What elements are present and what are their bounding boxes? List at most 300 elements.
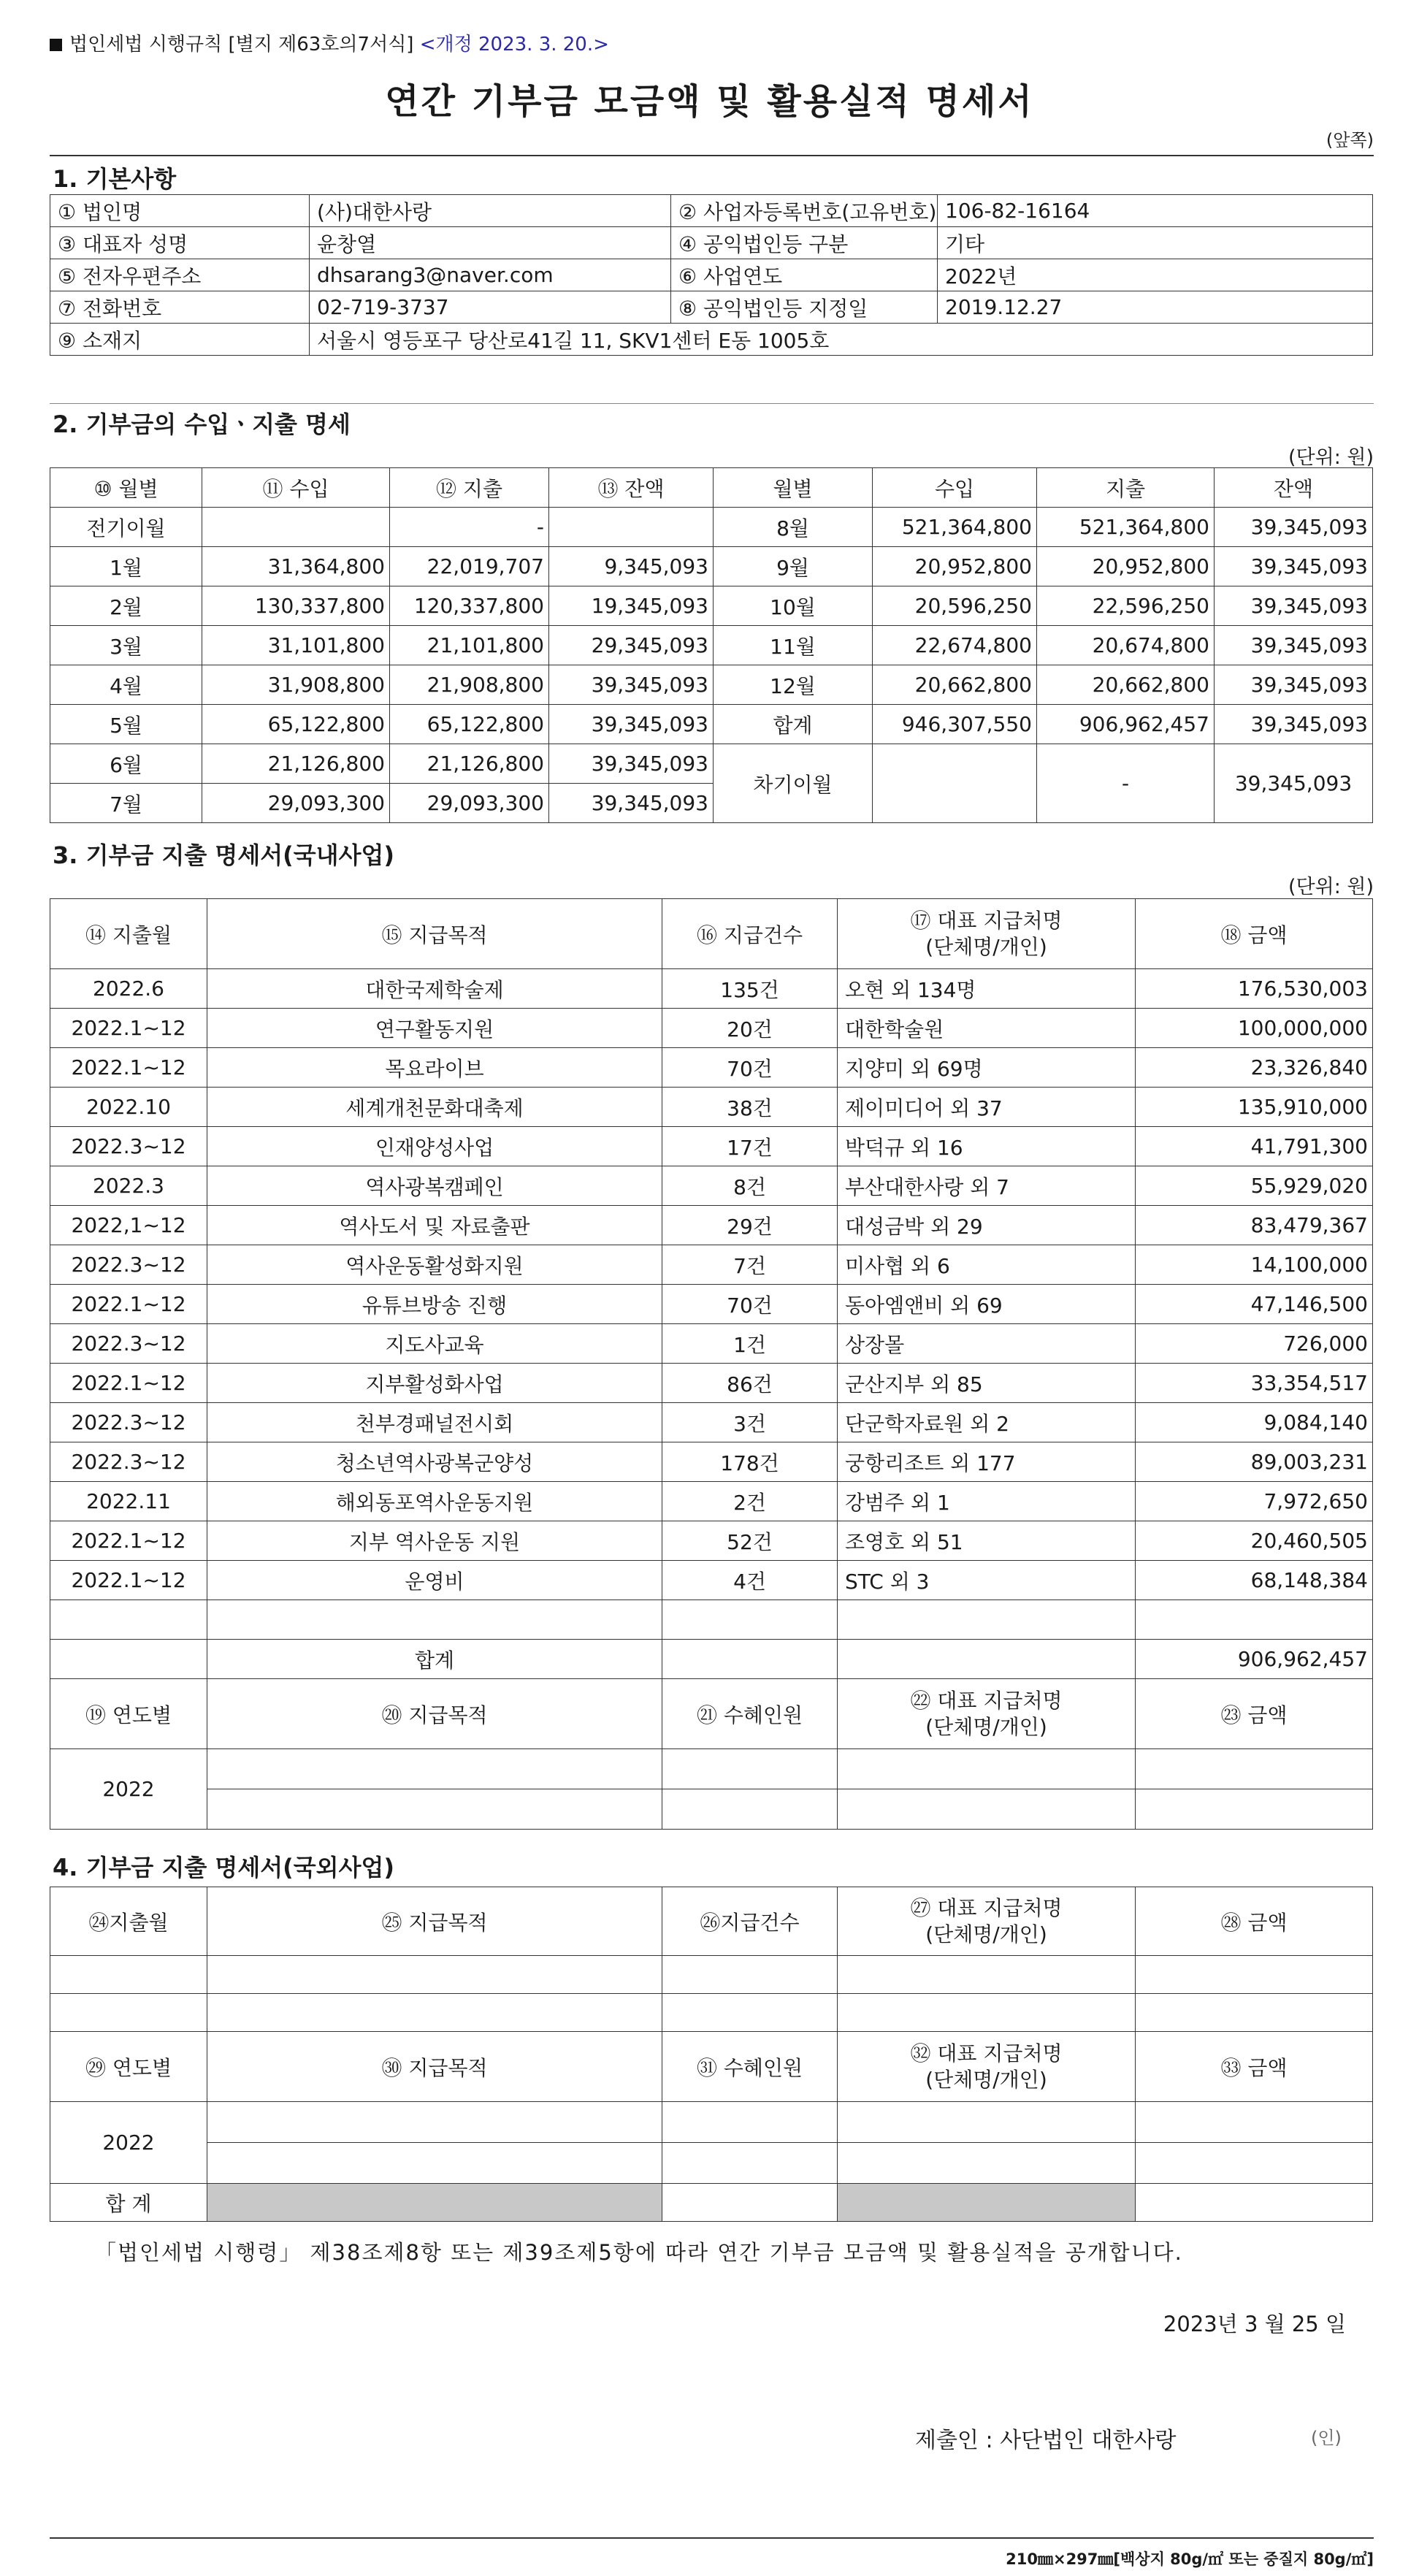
income-expense-table bbox=[50, 467, 1373, 823]
expense-recipient: 궁항리조트 외 177 bbox=[838, 1442, 1136, 1482]
expense-recipient: 제이미디어 외 37 bbox=[838, 1088, 1136, 1127]
carry-income bbox=[873, 744, 1037, 823]
info-value: dhsarang3@naver.com bbox=[310, 259, 671, 291]
blank-cell bbox=[662, 1956, 838, 1994]
month-row bbox=[50, 665, 1373, 705]
month-label: 9월 bbox=[714, 547, 873, 586]
column-header: ㉛ 수혜인원 bbox=[662, 2032, 838, 2102]
expense-amount: 14,100,000 bbox=[1136, 1245, 1373, 1285]
amount-cell: 20,662,800 bbox=[873, 665, 1037, 705]
blank-cell bbox=[207, 1600, 662, 1640]
address-row bbox=[50, 324, 1373, 356]
expense-recipient: 단군학자료원 외 2 bbox=[838, 1403, 1136, 1442]
expense-amount: 23,326,840 bbox=[1136, 1048, 1373, 1088]
expense-month: 2022.10 bbox=[50, 1088, 207, 1127]
header-line-sub: (단체명/개인) bbox=[925, 1714, 1047, 1739]
month-label: 5월 bbox=[50, 705, 202, 744]
month-row bbox=[50, 626, 1373, 665]
expense-row bbox=[50, 1442, 1373, 1482]
column-header: ⑳ 지급목적 bbox=[207, 1679, 662, 1749]
amount-cell: 20,952,800 bbox=[1037, 547, 1215, 586]
expense-purpose: 지부 역사운동 지원 bbox=[207, 1521, 662, 1561]
year-row bbox=[50, 1789, 1373, 1830]
submitter: 제출인 : 사단법인 대한사랑 bbox=[915, 2428, 1177, 2453]
blank-cell bbox=[207, 1749, 662, 1789]
expense-amount: 89,003,231 bbox=[1136, 1442, 1373, 1482]
expense-month: 2022,1~12 bbox=[50, 1206, 207, 1245]
amount-cell: 130,337,800 bbox=[202, 586, 390, 626]
blank-cell bbox=[1136, 1956, 1373, 1994]
blank-cell bbox=[1136, 1994, 1373, 2032]
amount-cell: 120,337,800 bbox=[390, 586, 549, 626]
expense-recipient: STC 외 3 bbox=[838, 1561, 1136, 1600]
amount-cell: 31,101,800 bbox=[202, 626, 390, 665]
expense-amount: 135,910,000 bbox=[1136, 1088, 1373, 1127]
expense-recipient: 조영호 외 51 bbox=[838, 1521, 1136, 1561]
info-label: ③ 대표자 성명 bbox=[50, 227, 310, 259]
expense-row bbox=[50, 1127, 1373, 1166]
blank-cell bbox=[207, 1956, 662, 1994]
blank-cell bbox=[838, 1749, 1136, 1789]
month-label: 전기이월 bbox=[50, 508, 202, 547]
expense-purpose: 인재양성사업 bbox=[207, 1127, 662, 1166]
blank-cell bbox=[662, 2184, 838, 2222]
month-label: 2월 bbox=[50, 586, 202, 626]
month-row bbox=[50, 705, 1373, 744]
total-row bbox=[50, 2184, 1373, 2222]
expense-purpose: 지도사교육 bbox=[207, 1324, 662, 1364]
amount-cell: 21,908,800 bbox=[390, 665, 549, 705]
expense-row bbox=[50, 1285, 1373, 1324]
blank-cell bbox=[838, 2102, 1136, 2143]
month-label: 4월 bbox=[50, 665, 202, 705]
expense-month: 2022.11 bbox=[50, 1482, 207, 1521]
blank-cell bbox=[1136, 1600, 1373, 1640]
info-value: 106-82-16164 bbox=[938, 195, 1373, 227]
expense-count: 3건 bbox=[662, 1403, 838, 1442]
shaded-cell bbox=[838, 2184, 1136, 2222]
blank-row bbox=[50, 1956, 1373, 1994]
section3-unit: (단위: 원) bbox=[1288, 876, 1374, 898]
blank-cell bbox=[207, 2102, 662, 2143]
expense-amount: 7,972,650 bbox=[1136, 1482, 1373, 1521]
blank-cell bbox=[662, 2102, 838, 2143]
month-label: 6월 bbox=[50, 744, 202, 784]
front-page-mark: (앞쪽) bbox=[1326, 130, 1374, 150]
column-header bbox=[838, 2032, 1136, 2102]
amount-cell: 20,952,800 bbox=[873, 547, 1037, 586]
expense-count: 1건 bbox=[662, 1324, 838, 1364]
expense-month: 2022.6 bbox=[50, 969, 207, 1009]
address-value: 서울시 영등포구 당산로41길 11, SKV1센터 E동 1005호 bbox=[310, 324, 1373, 356]
expense-count: 20건 bbox=[662, 1009, 838, 1048]
amount-cell: 39,345,093 bbox=[549, 744, 714, 784]
blank-cell bbox=[207, 1994, 662, 2032]
shaded-cell bbox=[207, 2184, 662, 2222]
amount-cell: 20,662,800 bbox=[1037, 665, 1215, 705]
expense-month: 2022.3~12 bbox=[50, 1403, 207, 1442]
basic-info-table bbox=[50, 194, 1373, 356]
expense-count: 17건 bbox=[662, 1127, 838, 1166]
expense-recipient: 상장몰 bbox=[838, 1324, 1136, 1364]
blank-cell bbox=[50, 1994, 207, 2032]
column-header: ㉑ 수혜인원 bbox=[662, 1679, 838, 1749]
expense-month: 2022.1~12 bbox=[50, 1561, 207, 1600]
total-row bbox=[50, 1640, 1373, 1679]
section2-title: 2. 기부금의 수입ㆍ지출 명세 bbox=[53, 410, 351, 438]
expense-count: 8건 bbox=[662, 1166, 838, 1206]
column-header: ㉚ 지급목적 bbox=[207, 2032, 662, 2102]
amount-cell: 20,674,800 bbox=[1037, 626, 1215, 665]
amount-cell: 31,364,800 bbox=[202, 547, 390, 586]
month-row bbox=[50, 744, 1373, 784]
expense-row bbox=[50, 1245, 1373, 1285]
expense-row bbox=[50, 1482, 1373, 1521]
expense-month: 2022.3~12 bbox=[50, 1245, 207, 1285]
section1-divider bbox=[50, 403, 1374, 404]
expense-row bbox=[50, 1521, 1373, 1561]
info-value: 02-719-3737 bbox=[310, 291, 671, 324]
amount-cell: 22,596,250 bbox=[1037, 586, 1215, 626]
blank-cell bbox=[662, 2143, 838, 2184]
amount-cell: 39,345,093 bbox=[1215, 665, 1373, 705]
blank-cell bbox=[838, 1600, 1136, 1640]
page-title: 연간 기부금 모금액 및 활용실적 명세서 bbox=[385, 81, 1034, 122]
expense-count: 52건 bbox=[662, 1521, 838, 1561]
blank-cell bbox=[207, 1789, 662, 1830]
overseas-expense-table bbox=[50, 1887, 1373, 2222]
amount-cell: 65,122,800 bbox=[390, 705, 549, 744]
expense-amount: 100,000,000 bbox=[1136, 1009, 1373, 1048]
blank-cell bbox=[662, 1749, 838, 1789]
info-label: ⑤ 전자우편주소 bbox=[50, 259, 310, 291]
expense-amount: 33,354,517 bbox=[1136, 1364, 1373, 1403]
blank-cell bbox=[1136, 1789, 1373, 1830]
blank-cell bbox=[838, 2143, 1136, 2184]
info-value: 윤창열 bbox=[310, 227, 671, 259]
info-value: 2019.12.27 bbox=[938, 291, 1373, 324]
amount-cell: 39,345,093 bbox=[1215, 626, 1373, 665]
info-label: ④ 공익법인등 구분 bbox=[671, 227, 938, 259]
header-line: ㉒ 대표 지급처명 bbox=[910, 1688, 1063, 1713]
month-row bbox=[50, 586, 1373, 626]
expense-row bbox=[50, 1403, 1373, 1442]
expense-month: 2022.1~12 bbox=[50, 1285, 207, 1324]
expense-purpose: 천부경패널전시회 bbox=[207, 1403, 662, 1442]
month-row bbox=[50, 508, 1373, 547]
info-value: 2022년 bbox=[938, 259, 1373, 291]
expense-recipient: 강범주 외 1 bbox=[838, 1482, 1136, 1521]
revision-note: <개정 2023. 3. 20.> bbox=[419, 34, 609, 56]
expense-row bbox=[50, 1166, 1373, 1206]
table-header-row bbox=[50, 1679, 1373, 1749]
blank-row bbox=[50, 1994, 1373, 2032]
amount-cell: 29,093,300 bbox=[202, 784, 390, 823]
column-header: ㉕ 지급목적 bbox=[207, 1887, 662, 1956]
seal-mark: (인) bbox=[1311, 2428, 1342, 2448]
expense-count: 178건 bbox=[662, 1442, 838, 1482]
expense-amount: 55,929,020 bbox=[1136, 1166, 1373, 1206]
column-header: ⑫ 지출 bbox=[390, 468, 549, 508]
column-header: 지출 bbox=[1037, 468, 1215, 508]
amount-cell: 9,345,093 bbox=[549, 547, 714, 586]
blank-cell bbox=[662, 1789, 838, 1830]
month-label: 1월 bbox=[50, 547, 202, 586]
column-header: ⑯ 지급건수 bbox=[662, 899, 838, 969]
expense-purpose: 운영비 bbox=[207, 1561, 662, 1600]
disclosure-statement: 「법인세법 시행령」 제38조제8항 또는 제39조제5항에 따라 연간 기부금 모금액 및 활용실적을 공개합니다. bbox=[95, 2240, 1183, 2265]
column-header: ㉙ 연도별 bbox=[50, 2032, 207, 2102]
expense-count: 135건 bbox=[662, 969, 838, 1009]
expense-count: 86건 bbox=[662, 1364, 838, 1403]
blank-row bbox=[50, 1600, 1373, 1640]
amount-cell: 21,126,800 bbox=[390, 744, 549, 784]
address-label: ⑨ 소재지 bbox=[50, 324, 310, 356]
header-line-sub: (단체명/개인) bbox=[925, 934, 1047, 959]
column-header: ㉘ 금액 bbox=[1136, 1887, 1373, 1956]
expense-recipient: 박덕규 외 16 bbox=[838, 1127, 1136, 1166]
table-header-row bbox=[50, 2032, 1373, 2102]
expense-count: 2건 bbox=[662, 1482, 838, 1521]
year-row bbox=[50, 2143, 1373, 2184]
info-row bbox=[50, 259, 1373, 291]
month-row bbox=[50, 547, 1373, 586]
column-header bbox=[838, 1887, 1136, 1956]
info-value: (사)대한사랑 bbox=[310, 195, 671, 227]
blank-cell bbox=[1136, 2184, 1373, 2222]
column-header: 월별 bbox=[714, 468, 873, 508]
column-header: ㉝ 금액 bbox=[1136, 2032, 1373, 2102]
expense-amount: 176,530,003 bbox=[1136, 969, 1373, 1009]
amount-cell: 39,345,093 bbox=[1215, 508, 1373, 547]
month-label: 10월 bbox=[714, 586, 873, 626]
blank-cell bbox=[838, 1789, 1136, 1830]
total-label: 합 계 bbox=[50, 2184, 207, 2222]
expense-row bbox=[50, 1206, 1373, 1245]
expense-count: 38건 bbox=[662, 1088, 838, 1127]
month-label: 12월 bbox=[714, 665, 873, 705]
form-reference bbox=[50, 29, 609, 56]
expense-month: 2022.3~12 bbox=[50, 1324, 207, 1364]
info-row bbox=[50, 291, 1373, 324]
amount-cell: 906,962,457 bbox=[1037, 705, 1215, 744]
expense-amount: 20,460,505 bbox=[1136, 1521, 1373, 1561]
carry-label: 차기이월 bbox=[714, 744, 873, 823]
year-row bbox=[50, 1749, 1373, 1789]
form-ref-text: 법인세법 시행규칙 [별지 제63호의7서식] bbox=[69, 34, 414, 56]
expense-count: 29건 bbox=[662, 1206, 838, 1245]
paper-spec: 210㎜×297㎜[백상지 80g/㎡ 또는 중질지 80g/㎡] bbox=[1006, 2550, 1374, 2568]
expense-row bbox=[50, 1324, 1373, 1364]
blank-cell bbox=[838, 1994, 1136, 2032]
expense-purpose: 대한국제학술제 bbox=[207, 969, 662, 1009]
amount-cell: 21,101,800 bbox=[390, 626, 549, 665]
header-line-sub: (단체명/개인) bbox=[925, 2067, 1047, 2092]
expense-purpose: 목요라이브 bbox=[207, 1048, 662, 1088]
expense-purpose: 연구활동지원 bbox=[207, 1009, 662, 1048]
expense-recipient: 지양미 외 69명 bbox=[838, 1048, 1136, 1088]
expense-recipient: 오현 외 134명 bbox=[838, 969, 1136, 1009]
expense-purpose: 역사운동활성화지원 bbox=[207, 1245, 662, 1285]
column-header: ㉔지출월 bbox=[50, 1887, 207, 1956]
amount-cell: 39,345,093 bbox=[1215, 547, 1373, 586]
column-header: ⑮ 지급목적 bbox=[207, 899, 662, 969]
info-label: ⑥ 사업연도 bbox=[671, 259, 938, 291]
header-line: ㉗ 대표 지급처명 bbox=[910, 1895, 1063, 1920]
blank-cell bbox=[1136, 2143, 1373, 2184]
total-value: 906,962,457 bbox=[1136, 1640, 1373, 1679]
table-header-row bbox=[50, 899, 1373, 969]
info-value: 기타 bbox=[938, 227, 1373, 259]
expense-row bbox=[50, 969, 1373, 1009]
amount-cell: 22,674,800 bbox=[873, 626, 1037, 665]
expense-row bbox=[50, 1009, 1373, 1048]
top-divider bbox=[50, 155, 1374, 156]
blank-cell bbox=[207, 2143, 662, 2184]
amount-cell: 39,345,093 bbox=[549, 784, 714, 823]
amount-cell: 22,019,707 bbox=[390, 547, 549, 586]
header-line-sub: (단체명/개인) bbox=[925, 1922, 1047, 1946]
expense-amount: 83,479,367 bbox=[1136, 1206, 1373, 1245]
expense-row bbox=[50, 1364, 1373, 1403]
column-header: ㉖지급건수 bbox=[662, 1887, 838, 1956]
expense-recipient: 군산지부 외 85 bbox=[838, 1364, 1136, 1403]
blank-cell bbox=[662, 1600, 838, 1640]
blank-cell bbox=[50, 1956, 207, 1994]
expense-amount: 9,084,140 bbox=[1136, 1403, 1373, 1442]
carry-expense: - bbox=[1037, 744, 1215, 823]
info-label: ⑦ 전화번호 bbox=[50, 291, 310, 324]
expense-purpose: 세계개천문화대축제 bbox=[207, 1088, 662, 1127]
blank-cell bbox=[838, 1956, 1136, 1994]
column-header: ⑱ 금액 bbox=[1136, 899, 1373, 969]
info-label: ⑧ 공익법인등 지정일 bbox=[671, 291, 938, 324]
header-line: ⑰ 대표 지급처명 bbox=[910, 908, 1063, 933]
amount-cell: 39,345,093 bbox=[549, 665, 714, 705]
expense-purpose: 역사도서 및 자료출판 bbox=[207, 1206, 662, 1245]
amount-cell: 29,093,300 bbox=[390, 784, 549, 823]
expense-count: 70건 bbox=[662, 1048, 838, 1088]
amount-cell: 39,345,093 bbox=[1215, 586, 1373, 626]
amount-cell: - bbox=[390, 508, 549, 547]
year-row bbox=[50, 2102, 1373, 2143]
expense-amount: 47,146,500 bbox=[1136, 1285, 1373, 1324]
amount-cell bbox=[202, 508, 390, 547]
expense-recipient: 대성금박 외 29 bbox=[838, 1206, 1136, 1245]
expense-purpose: 유튜브방송 진행 bbox=[207, 1285, 662, 1324]
carry-balance: 39,345,093 bbox=[1215, 744, 1373, 823]
amount-cell: 21,126,800 bbox=[202, 744, 390, 784]
amount-cell: 521,364,800 bbox=[1037, 508, 1215, 547]
blank-cell bbox=[662, 1640, 838, 1679]
amount-cell: 521,364,800 bbox=[873, 508, 1037, 547]
expense-month: 2022.3~12 bbox=[50, 1442, 207, 1482]
expense-amount: 68,148,384 bbox=[1136, 1561, 1373, 1600]
column-header: 수입 bbox=[873, 468, 1037, 508]
month-label: 8월 bbox=[714, 508, 873, 547]
column-header: ⑪ 수입 bbox=[202, 468, 390, 508]
column-header bbox=[838, 1679, 1136, 1749]
section4-title: 4. 기부금 지출 명세서(국외사업) bbox=[53, 1854, 395, 1881]
amount-cell: 29,345,093 bbox=[549, 626, 714, 665]
expense-month: 2022.1~12 bbox=[50, 1364, 207, 1403]
amount-cell: 65,122,800 bbox=[202, 705, 390, 744]
month-label: 3월 bbox=[50, 626, 202, 665]
expense-purpose: 해외동포역사운동지원 bbox=[207, 1482, 662, 1521]
column-header bbox=[838, 899, 1136, 969]
expense-row bbox=[50, 1048, 1373, 1088]
expense-purpose: 역사광복캠페인 bbox=[207, 1166, 662, 1206]
expense-row bbox=[50, 1088, 1373, 1127]
expense-recipient: 동아엠앤비 외 69 bbox=[838, 1285, 1136, 1324]
info-row bbox=[50, 195, 1373, 227]
info-label: ② 사업자등록번호(고유번호) bbox=[671, 195, 938, 227]
column-header: ⑩ 월별 bbox=[50, 468, 202, 508]
blank-cell bbox=[662, 1994, 838, 2032]
amount-cell: 31,908,800 bbox=[202, 665, 390, 705]
expense-month: 2022.3~12 bbox=[50, 1127, 207, 1166]
expense-month: 2022.3 bbox=[50, 1166, 207, 1206]
expense-month: 2022.1~12 bbox=[50, 1009, 207, 1048]
month-label: 7월 bbox=[50, 784, 202, 823]
year-cell: 2022 bbox=[50, 1749, 207, 1830]
expense-month: 2022.1~12 bbox=[50, 1048, 207, 1088]
info-label: ① 법인명 bbox=[50, 195, 310, 227]
amount-cell: 39,345,093 bbox=[549, 705, 714, 744]
month-label: 합계 bbox=[714, 705, 873, 744]
blank-cell bbox=[1136, 1749, 1373, 1789]
total-label: 합계 bbox=[207, 1640, 662, 1679]
expense-count: 7건 bbox=[662, 1245, 838, 1285]
column-header: ⑭ 지출월 bbox=[50, 899, 207, 969]
expense-count: 70건 bbox=[662, 1285, 838, 1324]
section3-title: 3. 기부금 지출 명세서(국내사업) bbox=[53, 841, 395, 869]
expense-row bbox=[50, 1561, 1373, 1600]
section2-unit: (단위: 원) bbox=[1288, 446, 1374, 469]
blank-cell bbox=[50, 1600, 207, 1640]
amount-cell: 19,345,093 bbox=[549, 586, 714, 626]
expense-amount: 726,000 bbox=[1136, 1324, 1373, 1364]
submission-date: 2023년 3 월 25 일 bbox=[1163, 2312, 1346, 2336]
table-header-row bbox=[50, 468, 1373, 508]
expense-purpose: 지부활성화사업 bbox=[207, 1364, 662, 1403]
expense-amount: 41,791,300 bbox=[1136, 1127, 1373, 1166]
domestic-expense-table bbox=[50, 898, 1373, 1830]
blank-cell bbox=[838, 1640, 1136, 1679]
month-label: 11월 bbox=[714, 626, 873, 665]
table-header-row bbox=[50, 1887, 1373, 1956]
expense-recipient: 대한학술원 bbox=[838, 1009, 1136, 1048]
expense-count: 4건 bbox=[662, 1561, 838, 1600]
column-header: ⑲ 연도별 bbox=[50, 1679, 207, 1749]
blank-cell bbox=[1136, 2102, 1373, 2143]
amount-cell: 946,307,550 bbox=[873, 705, 1037, 744]
expense-purpose: 청소년역사광복군양성 bbox=[207, 1442, 662, 1482]
column-header: ㉓ 금액 bbox=[1136, 1679, 1373, 1749]
column-header: ⑬ 잔액 bbox=[549, 468, 714, 508]
year-cell: 2022 bbox=[50, 2102, 207, 2184]
blank-cell bbox=[50, 1640, 207, 1679]
amount-cell: 20,596,250 bbox=[873, 586, 1037, 626]
header-line: ㉜ 대표 지급처명 bbox=[910, 2041, 1063, 2065]
expense-recipient: 부산대한사랑 외 7 bbox=[838, 1166, 1136, 1206]
bottom-divider bbox=[50, 2537, 1374, 2539]
section1-title: 1. 기본사항 bbox=[53, 165, 177, 193]
expense-recipient: 미사협 외 6 bbox=[838, 1245, 1136, 1285]
expense-month: 2022.1~12 bbox=[50, 1521, 207, 1561]
amount-cell: 39,345,093 bbox=[1215, 705, 1373, 744]
column-header: 잔액 bbox=[1215, 468, 1373, 508]
